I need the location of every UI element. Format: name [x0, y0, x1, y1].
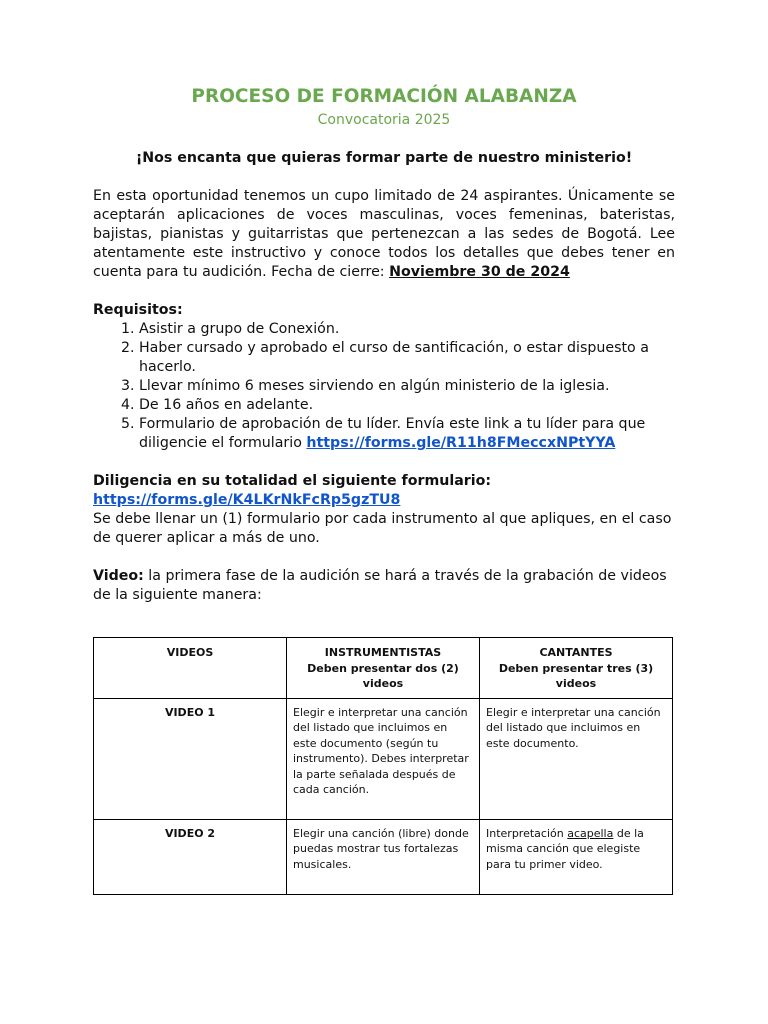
video-label: Video: — [93, 568, 144, 584]
table-row — [94, 698, 673, 819]
list-item — [139, 320, 675, 339]
header-text: CANTANTES — [539, 646, 613, 659]
cell-text-underlined: acapella — [567, 826, 614, 840]
list-item-text: De 16 años en adelante. — [139, 397, 314, 413]
cell-text: de la misma canción que elegiste para tu primer video. — [486, 826, 644, 871]
videos-table — [93, 637, 673, 895]
deadline-date: Noviembre 30 de 2024 — [389, 264, 570, 280]
tagline: ¡Nos encanta que quieras formar parte de nuestro ministerio! — [135, 150, 633, 166]
header-instrumentistas — [287, 638, 480, 699]
page-subtitle: Convocatoria 2025 — [317, 112, 451, 128]
cell-cantantes — [480, 819, 673, 894]
header-videos — [94, 638, 287, 699]
header-subtext: Deben presentar dos (2) videos — [307, 661, 459, 690]
row-label: VIDEO 1 — [94, 698, 287, 819]
video-paragraph — [93, 567, 675, 605]
intro-paragraph — [93, 187, 675, 282]
list-item-text: Haber cursado y aprobado el curso de santificación, o estar dispuesto a hacerlo. — [139, 340, 649, 375]
list-item-text: Llevar mínimo 6 meses sirviendo en algún ministerio de la iglesia. — [139, 378, 610, 394]
document-body — [93, 149, 675, 605]
cell-text: Interpretación — [486, 826, 568, 840]
table-header-row — [94, 638, 673, 699]
page-title: PROCESO DE FORMACIÓN ALABANZA — [191, 86, 577, 107]
list-item — [139, 415, 675, 453]
list-item — [139, 339, 675, 377]
list-item-text: Asistir a grupo de Conexión. — [139, 321, 340, 337]
header-subtext: Deben presentar tres (3) videos — [498, 661, 654, 690]
form-note: Se debe llenar un (1) formulario por cada instrumento al que apliques, en el caso de querer aplicar a más de uno. — [93, 511, 672, 546]
application-form-link[interactable]: https://forms.gle/K4LKrNkFcRp5gzTU8 — [93, 492, 401, 508]
cell-cantantes: Elegir e interpretar una canción del listado que incluimos en este documento. — [480, 698, 673, 819]
header-text: INSTRUMENTISTAS — [324, 646, 442, 659]
leader-form-link[interactable]: https://forms.gle/R11h8FMeccxNPtYYA — [306, 435, 616, 451]
table-row — [94, 819, 673, 894]
cell-instrumentistas: Elegir e interpretar una canción del listado que incluimos en este documento (según tu instrumento). Debes interpretar la parte señalada después de cada canción. — [287, 698, 480, 819]
row-label: VIDEO 2 — [94, 819, 287, 894]
intro-text: En esta oportunidad tenemos un cupo limitado de 24 aspirantes. Únicamente se aceptarán aplicaciones de voces masculinas, voces femeninas, bateristas, bajistas, pianistas y guitarristas que pertenezcan a las sedes de Bogotá. Lee atentamente este instructivo y conoce todos los detalles que debes tener en cuenta para tu audición. Fecha de cierre: — [93, 188, 675, 280]
header-cantantes — [480, 638, 673, 699]
requirements-list — [93, 320, 675, 453]
list-item-text: Formulario de aprobación de tu líder. Envía este link a tu líder para que diligencie el formulario — [139, 416, 646, 451]
list-item — [139, 396, 675, 415]
video-text: la primera fase de la audición se hará a través de la grabación de videos de la siguiente manera: — [93, 568, 667, 603]
requirements-heading: Requisitos: — [93, 302, 183, 318]
cell-instrumentistas: Elegir una canción (libre) donde puedas mostrar tus fortalezas musicales. — [287, 819, 480, 894]
list-item — [139, 377, 675, 396]
header-text: VIDEOS — [166, 646, 214, 659]
form-heading: Diligencia en su totalidad el siguiente formulario: — [93, 473, 492, 489]
